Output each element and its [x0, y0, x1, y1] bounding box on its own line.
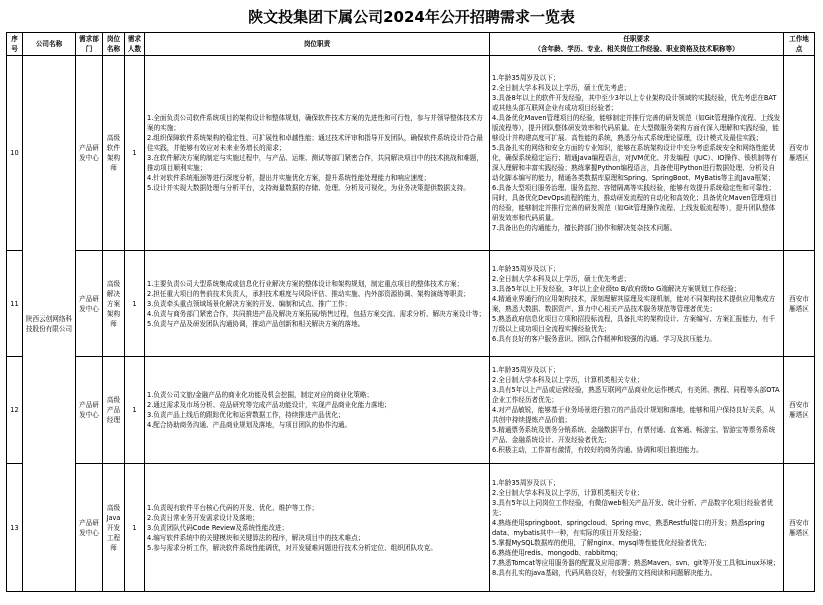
row-count: 1	[125, 464, 145, 592]
duty-item: 1.负责现有软件平台核心代码的开发、优化、维护等工作；	[147, 503, 319, 512]
row-duties	[145, 56, 490, 251]
row-duties	[145, 251, 490, 357]
duty-item: 2.负责日常业务开发需求设计及落地；	[147, 513, 259, 522]
row-requirements	[490, 464, 784, 592]
row-requirements	[490, 251, 784, 357]
row-seq: 11	[7, 251, 23, 357]
header-requirements	[490, 33, 784, 56]
requirement-item: 8.具有扎实的java基础，代码风格良好，有较强的文档阅读和问题解决能力。	[492, 568, 717, 577]
duty-item: 1.负责公司文旅/金融产品的商业化功能及机会挖掘，制定对应的商业化策略；	[147, 391, 374, 399]
duty-item: 3.在软件解决方案的制定与实施过程中，与产品、运维、测试等部门紧密合作，共同解决项目中的技术挑战和难题，推动项目顺利实施；	[147, 154, 483, 172]
recruitment-table	[6, 32, 815, 592]
row-position: 高级产品经理	[103, 357, 125, 464]
table-header-row	[7, 33, 815, 56]
duty-item: 3.负责团队代码Code Review及系统性能改进；	[147, 523, 289, 532]
row-dept: 产品研发中心	[76, 56, 103, 251]
requirement-item: 6.积极主动，工作富有激情，有较好的商务沟通、协调和项目推进能力。	[492, 446, 703, 454]
duty-item: 4.负责与商务部门紧密合作，共同推进产品及解决方案拓展/销售过程，包括方案交流、需求分析、解决方案设计等；	[147, 309, 486, 318]
requirement-item: 1.年龄35周岁及以下；	[492, 264, 560, 273]
row-position: 高级Java开发工程师	[103, 464, 125, 592]
row-location: 西安市雁塔区	[784, 251, 815, 357]
duty-item: 5.设计并实现大数据处理与分析平台，支持海量数据的存储、处理、分析及可视化，为业务决策提供数据支持。	[147, 184, 470, 192]
requirement-item: 3.具有5年以上同岗位工作经验，有微信web相关产品开发、统计分析、产品数字化项目经验者优先；	[492, 498, 774, 517]
duty-item: 5.负责与产品及研发团队沟通协调，推动产品创新和相关解决方案的落地。	[147, 319, 365, 328]
duty-item: 2.组织保障软件系统架构的稳定性、可扩展性和卓越性能；通过技术评审和指导开发团队，确保软件系统设计符合最佳实践，并能够有效应对未来业务增长的需求；	[147, 134, 483, 152]
duty-item: 4.针对软件系统瓶颈等进行深度分析，提出并实施优化方案，提升系统性能处理能力和响应速度；	[147, 174, 431, 182]
row-seq: 13	[7, 464, 23, 592]
header-seq: 序号	[7, 33, 23, 56]
requirement-item: 2.全日制大学本科及以上学历，硕士优先考虑；	[492, 84, 631, 92]
requirement-item: 6.具有良好的客户服务意识、团队合作精神和较强的沟通、学习及抗压能力。	[492, 334, 716, 343]
duty-item: 3.负责牵头重点领域场景化解决方案的开发、编制和试点、推广工作；	[147, 299, 352, 308]
requirement-item: 7.具备出色的沟通能力，擅长跨部门协作和解决复杂技术问题。	[492, 224, 677, 232]
requirement-item: 4.具备优化Maven管理项目的经验，能够制定并推行完善的研发规范（如Git管理操作流程、上线发版流程等），提升团队整体研发效率和代码质量。在大型微服务架构方面有深入理解和实践经验，能够设计并构建高度可扩展、高性能的系统，熟悉分布式系统理论原理，设计模式及最佳实践；	[492, 114, 781, 142]
duty-item: 2.通过需求及市场分析、竞品研究等完成产品功能设计，实现产品商业化能力落地；	[147, 401, 391, 409]
table-row	[7, 56, 815, 251]
row-location: 西安市雁塔区	[784, 464, 815, 592]
duty-item: 5.参与需求分析工作，解决软件系统性能调优，对开发疑难问题进行技术分析定位、组织团队攻克。	[147, 543, 437, 552]
table-row	[7, 357, 815, 464]
requirement-item: 3.具备8年以上的软件开发经验，其中至少3年以上专业架构设计领域的实践经验，优先考虑在BAT或其他头部互联网企业有成功项目经验者；	[492, 94, 777, 112]
duty-item: 3.负责产品上线后的跟踪优化和运营数据工作，持续推进产品优化；	[147, 411, 345, 419]
requirement-item: 1.年龄35周岁及以下；	[492, 478, 560, 487]
requirement-item: 2.全日制大学本科及以上学历，计算机类相关专业；	[492, 376, 644, 384]
row-count: 1	[125, 251, 145, 357]
header-position: 岗位名称	[103, 33, 125, 56]
requirement-item: 4.对产品敏锐，能够基于业务场景进行独立的产品设计规划和落地，能够和用户保持良好关系，从共创中持续提炼产品价值；	[492, 406, 776, 424]
requirement-item: 1.年龄35周岁及以下；	[492, 74, 560, 82]
row-seq: 12	[7, 357, 23, 464]
table-row	[7, 464, 815, 592]
row-duties	[145, 357, 490, 464]
requirement-item: 5.熟悉政府信息化项目立项和招投标流程，具备扎实的架构设计、方案编写、方案汇报能力，有千万级以上成功项目全流程实操经验优先；	[492, 314, 776, 333]
header-duties: 岗位职责	[145, 33, 490, 56]
row-count: 1	[125, 56, 145, 251]
duty-item: 2.担任重大项目的售前技术负责人，承担技术难度与风险评估、推动实施、内外部资源协调、架构演练等职责；	[147, 289, 470, 298]
row-dept: 产品研发中心	[76, 357, 103, 464]
duty-item: 4.配合协助商务沟通、产品商业规划及落地，与项目团队的协作沟通。	[147, 421, 352, 429]
page-title: 陕文投集团下属公司2024年公开招聘需求一览表	[248, 8, 575, 26]
requirement-item: 6.熟练使用redis、mongodb、rabbitmq；	[492, 548, 622, 557]
header-count: 需求人数	[125, 33, 145, 56]
duty-item: 1.主要负责公司大型系统集成或信息化行业解决方案的整体设计和架构规划，制定重点项目的整体技术方案；	[147, 279, 464, 288]
row-duties	[145, 464, 490, 592]
header-dept: 需求部门	[76, 33, 103, 56]
company-name: 陕西云创网络科技股份有限公司	[23, 56, 76, 592]
requirement-item: 3.具有5年以上产品或运营经验，熟悉互联网产品商业化运作模式，有美团、携程、同程等头部OTA企业工作经历者优先；	[492, 386, 780, 404]
requirement-item: 4.精通业界通行的应用架构技术，深刻理解其原理及实现机制，能对不同架构技术提供应用集成方案，熟悉大数据、数据资产、算力中心相关产品技术服务规范等管理者优先；	[492, 294, 776, 313]
header-requirements-subtitle: （含年龄、学历、专业、相关岗位工作经验、职业资格及技术职称等）	[534, 45, 739, 53]
requirement-item: 2.全日制大学本科及以上学历，硕士优先考虑；	[492, 274, 631, 283]
row-location: 西安市雁塔区	[784, 357, 815, 464]
duty-item: 1.全面负责公司软件系统项目的架构设计和整体规划，确保软件技术方案的先进性和可行性，参与并领导整体技术方案的实施；	[147, 114, 483, 132]
row-location: 西安市雁塔区	[784, 56, 815, 251]
row-position: 高级解决方案架构师	[103, 251, 125, 357]
row-seq: 10	[7, 56, 23, 251]
row-dept: 产品研发中心	[76, 464, 103, 592]
requirement-item: 5.具备扎实的网络和安全方面的专业知识，能够在系统架构设计中充分考虑系统安全和网络性能优化，确保系统稳定运行；精通Java编程语言，对JVM优化、并发编程（JUC）、IO操作、锁机制等有深入理解和丰富实践经验；熟练掌握Python编程语言，具备使用Python进行数据处理、分析及自动化脚本编写的能力，精通各类数据库原理和Spring、SpringBoot、MyBatis等主流Java框架；	[492, 144, 778, 182]
header-location: 工作地点	[784, 33, 815, 56]
duty-item: 4.编写软件系统中的关键模块和关键算法的程序，解决项目中的技术难点；	[147, 533, 365, 542]
row-dept: 产品研发中心	[76, 251, 103, 357]
requirement-item: 2.全日制大学本科及以上学历，计算机类相关专业；	[492, 488, 644, 497]
requirement-item: 4.熟练使用springboot、springcloud、Spring mvc，熟悉Restful接口的开发；熟悉spring data、mybatis其中一种，有实际的项目开发经验；	[492, 518, 765, 537]
table-row	[7, 251, 815, 357]
requirement-item: 1.年龄35周岁及以下；	[492, 366, 560, 374]
requirement-item: 5.精通票务系统及票务分销系统、金融数据平台，有票付通、直客通、畅游宝、智游宝等票务系统产品、金融系统设计、开发经验者优先；	[492, 426, 776, 444]
row-position: 高级软件架构师	[103, 56, 125, 251]
row-requirements	[490, 56, 784, 251]
requirement-item: 3.具备5年以上开发经验，3年以上企业级to B/政府级to G端解决方案规划工作经验；	[492, 284, 741, 293]
requirement-item: 7.熟悉Tomcat等应用服务器的配置及应用部署；熟悉Maven、svn、git等开发工具和Linux环境；	[492, 558, 780, 567]
requirement-item: 5.掌握MySQL数据库的使用，了解nginx、mysql等性能优化经验者优先；	[492, 538, 711, 547]
requirement-item: 6.具备大型项目服务治理、服务监控、容错隔离等实践经验，能够有效提升系统稳定性和可靠性；同时，具备优化DevOps流程的能力，推动研发流程的自动化和高效化；具备优化Maven管理项目的经验，能够制定并推行完善的研发规范（如Git管理操作流程、上线发版流程等），提升团队整体研发效率和代码质量。	[492, 184, 778, 222]
row-count: 1	[125, 357, 145, 464]
header-company: 公司名称	[23, 33, 76, 56]
header-requirements-title: 任职要求	[623, 35, 650, 43]
row-requirements	[490, 357, 784, 464]
